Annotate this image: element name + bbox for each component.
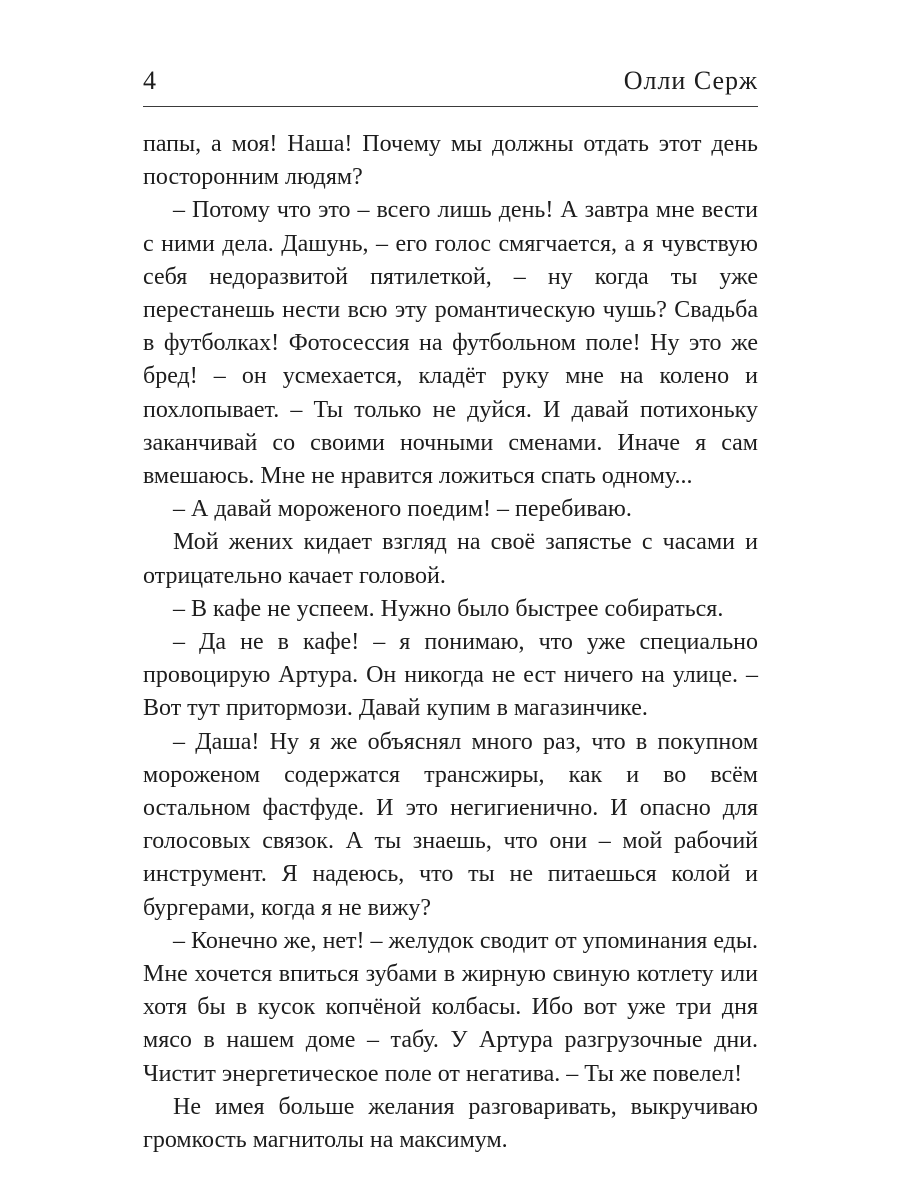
paragraph: Мой жених кидает взгляд на своё запястье с часами и отрицательно качает головой.	[143, 529, 758, 589]
paragraph: – В кафе не успеем. Нужно было быстрее собираться.	[173, 595, 724, 622]
book-author: Олли Серж	[623, 66, 758, 95]
paragraph: – А давай мороженого поедим! – перебиваю.	[173, 496, 632, 523]
body-text	[143, 128, 758, 1157]
paragraph: – Потому что это – всего лишь день! А завтра мне вести с ними дела. Дашунь, – его голос смягчается, а я чувствую себя недоразвитой пятилеткой, – ну когда ты уже перестанешь нести всю эту романтическую чушь? Свадьба в футболках! Фотосессия на футбольном поле! Ну это же бред! – он усмехается, кладёт руку мне на колено и похлопывает. – Ты только не дуйся. И давай потихоньку заканчивай со своими ночными сменами. Иначе я сам вмешаюсь. Мне не нравится ложиться спать одному...	[143, 197, 758, 490]
paragraph: – Даша! Ну я же объяснял много раз, что в покупном мороженом содержатся трансжиры, как и во всём остальном фастфуде. И это негигиенично. И опасно для голосовых связок. А ты знаешь, что они – мой рабочий инструмент. Я надеюсь, что ты не питаешься колой и бургерами, когда я не вижу?	[143, 728, 758, 921]
page-number: 4	[143, 66, 156, 95]
paragraph: папы, а моя! Наша! Почему мы должны отдать этот день посторонним людям?	[143, 131, 758, 191]
paragraph: – Да не в кафе! – я понимаю, что уже специально провоцирую Артура. Он никогда не ест ничего на улице. – Вот тут притормози. Давай купим в магазинчике.	[143, 629, 758, 722]
paragraph: Не имея больше желания разговаривать, выкручиваю громкость магнитолы на максимум.	[143, 1093, 758, 1154]
paragraph: – Конечно же, нет! – желудок сводит от упоминания еды. Мне хочется впиться зубами в жирную свиную котлету или хотя бы в кусок копчёной колбасы. Ибо вот уже три дня мясо в нашем доме – табу. У Артура разгрузочные дни. Чистит энергетическое поле от негатива. – Ты же повелел!	[143, 927, 758, 1087]
running-header	[143, 60, 758, 107]
